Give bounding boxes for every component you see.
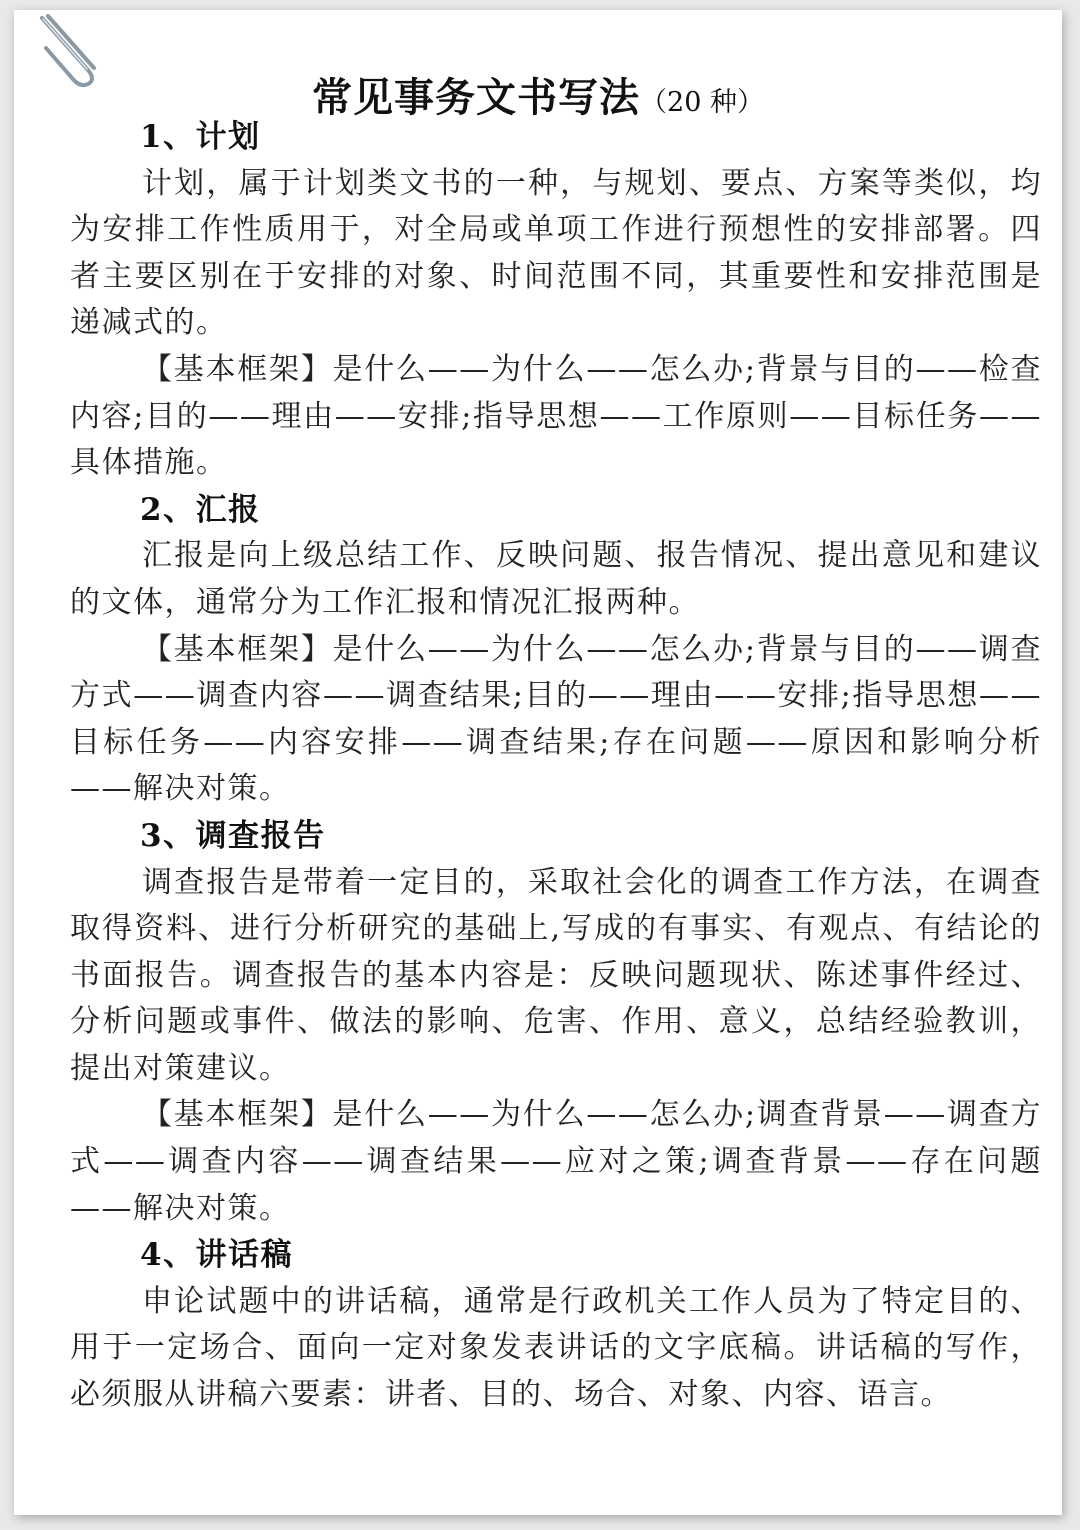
framework-paragraph: 【基本框架】是什么——为什么——怎么办;背景与目的——调查方式——调查内容——调查结果;目的——理由——安排;指导思想——目标任务——内容安排——调查结果;存在问题——原因和影响分析——解决对策。 xyxy=(70,631,1042,807)
document-page xyxy=(14,10,1062,1515)
title-suffix: （20 种） xyxy=(640,87,764,118)
section-heading: 4、讲话稿 xyxy=(140,1237,294,1274)
framework-paragraph: 【基本框架】是什么——为什么——怎么办;调查背景——调查方式——调查内容——调查结果——应对之策;调查背景——存在问题——解决对策。 xyxy=(70,1097,1042,1226)
section-plan xyxy=(70,114,1042,487)
paragraph: 计划，属于计划类文书的一种，与规划、要点、方案等类似，均为安排工作性质用于，对全局或单项工作进行预想性的安排部署。四者主要区别在于安排的对象、时间范围不同，其重要性和安排范围是递减式的。 xyxy=(70,165,1042,341)
section-speech-draft xyxy=(70,1232,1042,1418)
paragraph: 申论试题中的讲话稿，通常是行政机关工作人员为了特定目的、用于一定场合、面向一定对象发表讲话的文字底稿。讲话稿的写作，必须服从讲稿六要素：讲者、目的、场合、对象、内容、语言。 xyxy=(70,1283,1042,1413)
section-heading: 3、调查报告 xyxy=(140,817,326,854)
section-heading: 2、汇报 xyxy=(140,491,261,528)
paragraph: 汇报是向上级总结工作、反映问题、报告情况、提出意见和建议的文体，通常分为工作汇报和情况汇报两种。 xyxy=(70,538,1042,620)
document-body xyxy=(70,114,1042,1419)
section-investigation-report xyxy=(70,813,1042,1232)
framework-paragraph: 【基本框架】是什么——为什么——怎么办;背景与目的——检查内容;目的——理由——安排;指导思想——工作原则——目标任务——具体措施。 xyxy=(70,351,1042,481)
title-main: 常见事务文书写法 xyxy=(312,74,641,121)
section-heading: 1、计划 xyxy=(140,119,261,155)
paragraph: 调查报告是带着一定目的，采取社会化的调查工作方法，在调查取得资料、进行分析研究的基础上,写成的有事实、有观点、有结论的书面报告。调查报告的基本内容是：反映问题现状、陈述事件经过、分析问题或事件、做法的影响、危害、作用、意义，总结经验教训，提出对策建议。 xyxy=(70,864,1042,1086)
section-report xyxy=(70,487,1042,813)
